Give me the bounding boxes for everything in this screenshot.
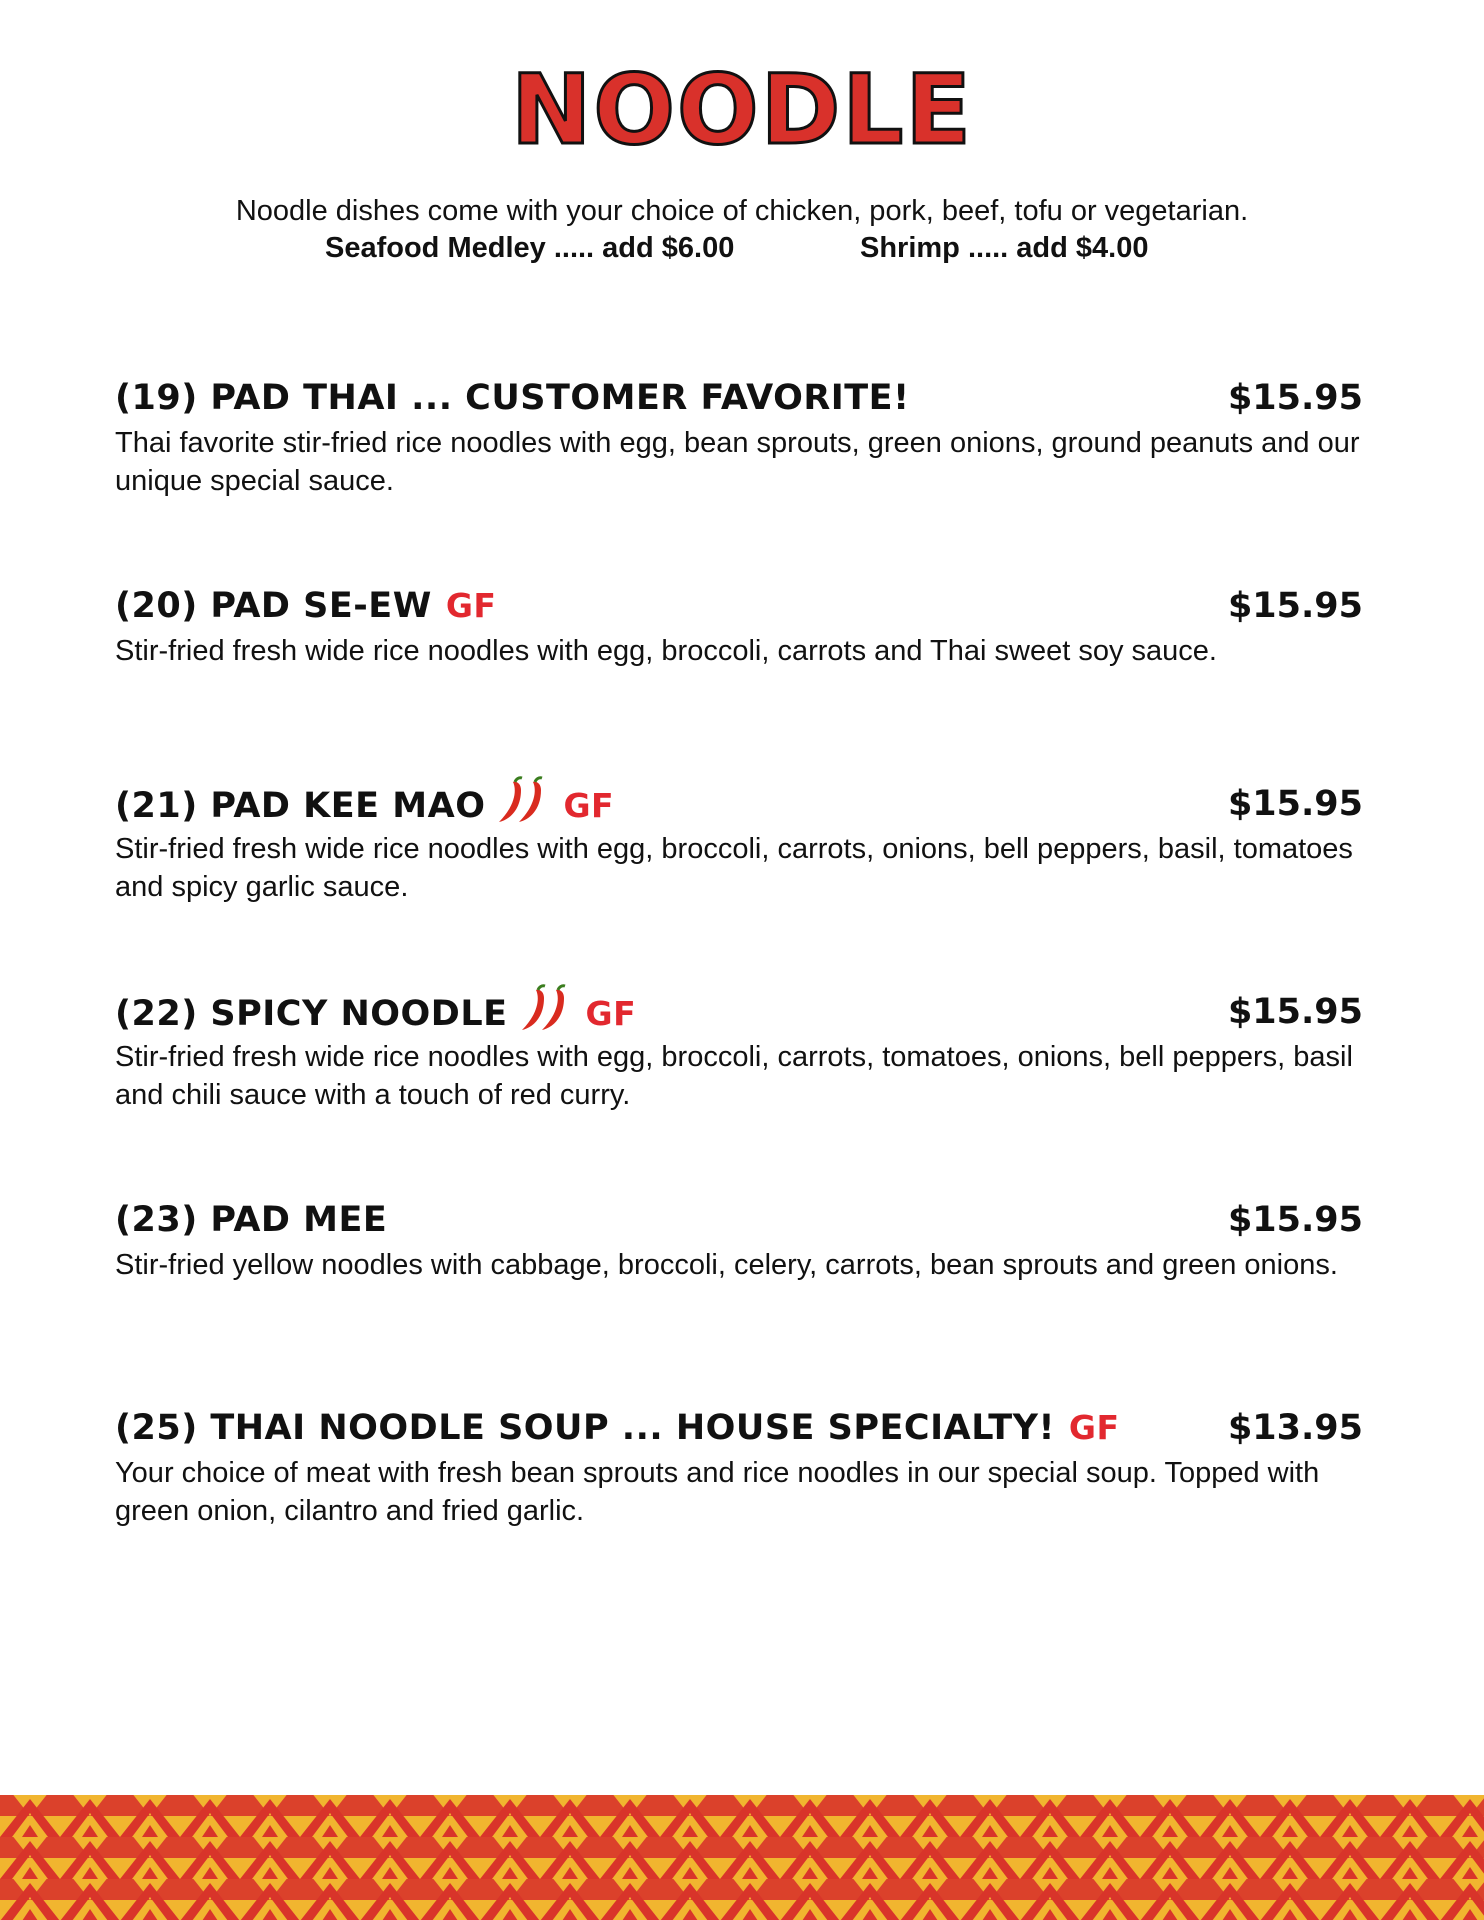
- item-price: $15.95: [1227, 586, 1363, 626]
- gluten-free-badge: GF: [563, 786, 615, 825]
- gluten-free-badge: GF: [1068, 1408, 1120, 1447]
- item-description: Stir-fried fresh wide rice noodles with egg, broccoli, carrots, tomatoes, onions, bell peppers, basil and chili sauce with a touch of red curry.: [115, 1041, 1353, 1111]
- item-name: (21) PAD KEE MAO GF: [115, 782, 614, 832]
- addon-list: [0, 232, 1484, 272]
- menu-intro: Noodle dishes come with your choice of chicken, pork, beef, tofu or vegetarian.: [235, 195, 1249, 227]
- addon-seafood-medley: Seafood Medley ..... add $6.00: [325, 232, 735, 264]
- item-name: (20) PAD SE-EW GF: [115, 586, 497, 626]
- menu-item: [115, 1198, 1363, 1284]
- addon-shrimp: Shrimp ..... add $4.00: [860, 232, 1149, 264]
- item-name: (25) THAI NOODLE SOUP ... HOUSE SPECIALTY! GF: [115, 1408, 1120, 1448]
- chili-pepper-icon: [493, 776, 549, 826]
- gluten-free-badge: GF: [445, 586, 497, 625]
- gluten-free-badge: GF: [585, 994, 637, 1033]
- item-name: (19) PAD THAI ... CUSTOMER FAVORITE!: [115, 378, 910, 418]
- item-price: $15.95: [1227, 1200, 1363, 1240]
- item-name: (22) SPICY NOODLE GF: [115, 990, 636, 1040]
- item-description: Your choice of meat with fresh bean sprouts and rice noodles in our special soup. Topped with green onion, cilantro and fried garlic.: [115, 1457, 1320, 1527]
- item-name: (23) PAD MEE: [115, 1200, 388, 1240]
- item-price: $13.95: [1227, 1408, 1363, 1448]
- chili-pepper-icon: [516, 984, 572, 1034]
- item-description: Stir-fried fresh wide rice noodles with egg, broccoli, carrots, onions, bell peppers, basil, tomatoes and spicy garlic sauce.: [115, 833, 1353, 903]
- menu-item: [115, 376, 1363, 500]
- menu-item: [115, 1406, 1363, 1530]
- menu-item: [115, 782, 1363, 906]
- menu-item: [115, 584, 1363, 670]
- decorative-pattern-border: [0, 1795, 1484, 1920]
- item-price: $15.95: [1227, 992, 1363, 1032]
- menu-item: [115, 990, 1363, 1114]
- item-description: Stir-fried yellow noodles with cabbage, broccoli, celery, carrots, bean sprouts and green onions.: [115, 1249, 1338, 1281]
- item-description: Thai favorite stir-fried rice noodles with egg, bean sprouts, green onions, ground peanuts and our unique special sauce.: [115, 427, 1360, 497]
- item-price: $15.95: [1227, 378, 1363, 418]
- page-title: NOODLE: [511, 54, 973, 166]
- item-price: $15.95: [1227, 784, 1363, 824]
- item-description: Stir-fried fresh wide rice noodles with egg, broccoli, carrots and Thai sweet soy sauce.: [115, 635, 1217, 667]
